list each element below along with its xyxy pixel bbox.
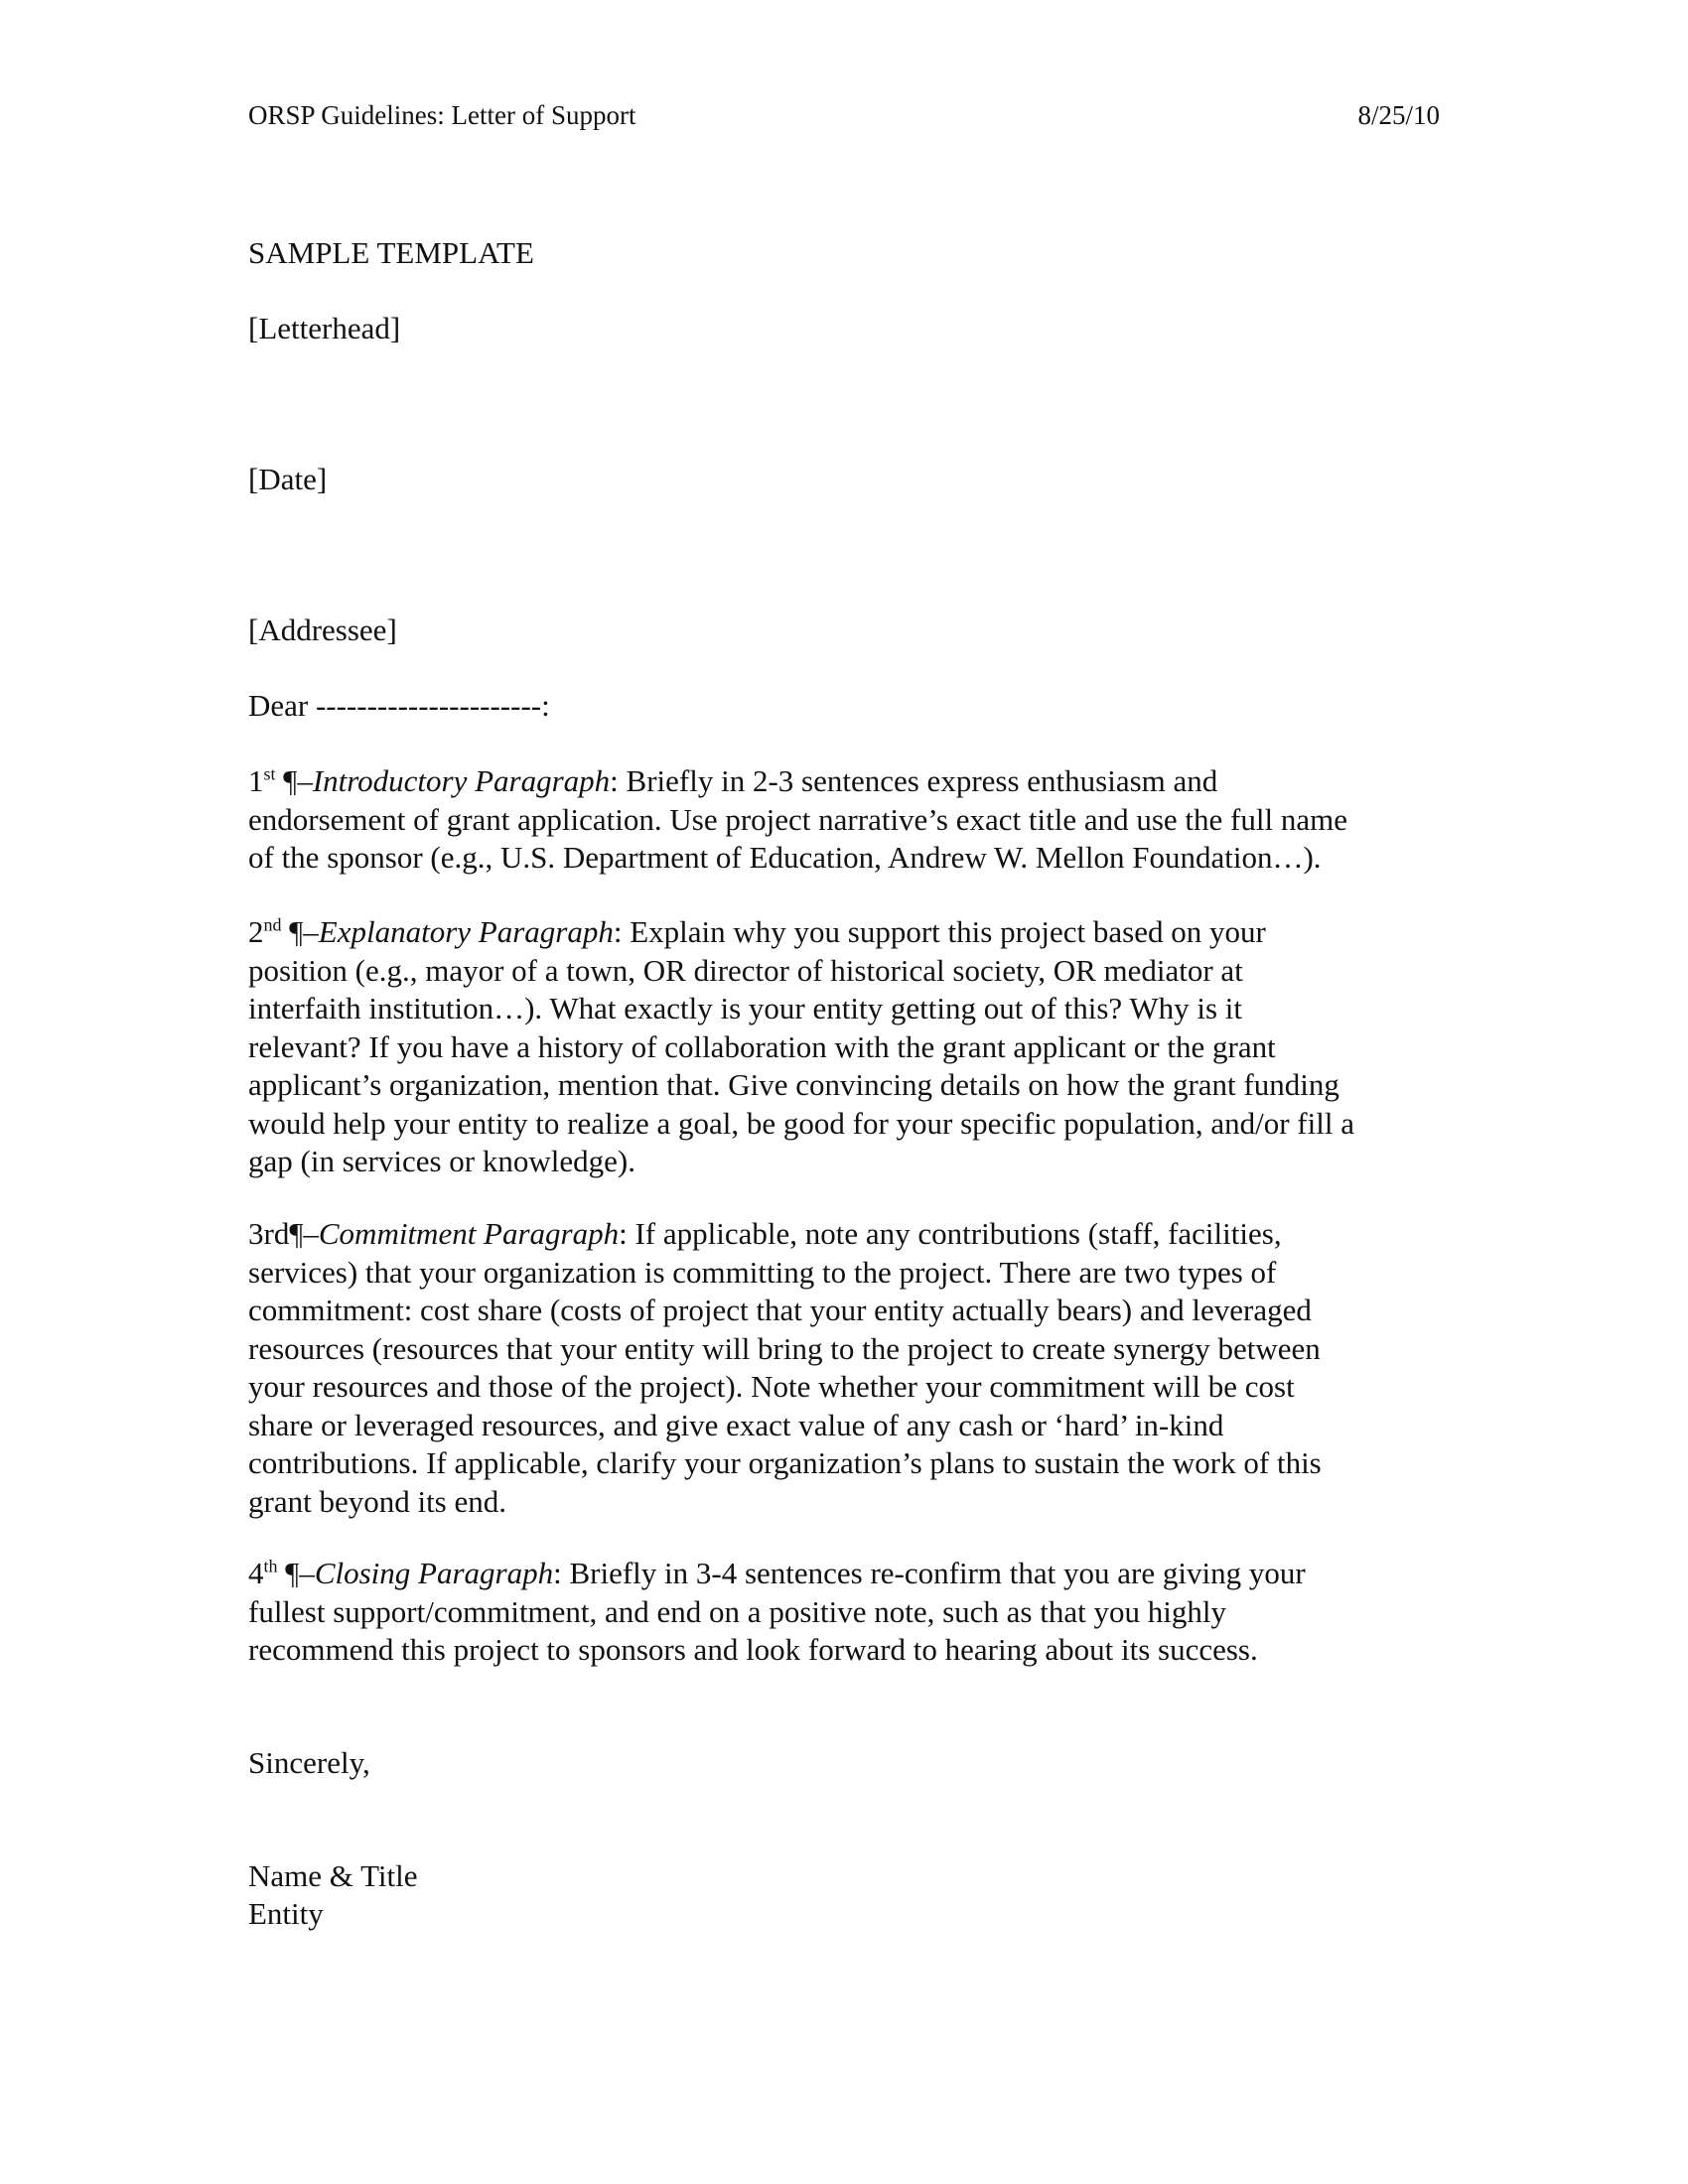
paragraph-line: commitment: cost share (costs of project that your entity actually bears) and leveraged (248, 1293, 1312, 1327)
paragraph-line: applicant’s organization, mention that. Give convincing details on how the grant funding (248, 1067, 1339, 1102)
paragraph-label: Commitment Paragraph (318, 1216, 620, 1251)
letterhead-placeholder: [Letterhead] (248, 311, 401, 345)
paragraph-ordinal: 1 (248, 763, 264, 798)
paragraph-line: grant beyond its end. (248, 1483, 507, 1519)
paragraph-line: of the sponsor (e.g., U.S. Department of Education, Andrew W. Mellon Foundation…). (248, 840, 1322, 875)
paragraph-mark: ¶– (275, 763, 313, 798)
paragraph-label: Introductory Paragraph (312, 763, 611, 798)
paragraph-closing (248, 1555, 1455, 1670)
paragraph-line: would help your entity to realize a goal, be good for your specific population, and/or fill a (248, 1105, 1354, 1141)
paragraph-line: contributions. If applicable, clarify your organization’s plans to sustain the work of this (248, 1445, 1322, 1480)
paragraph-mark: ¶– (277, 1556, 315, 1590)
paragraph-line: : If applicable, note any contributions (staff, facilities, (619, 1216, 1282, 1251)
paragraph-line: : Briefly in 3-4 sentences re-confirm that you are giving your (553, 1556, 1306, 1590)
template-heading: SAMPLE TEMPLATE (248, 235, 534, 270)
paragraph-mark: ¶– (281, 914, 319, 949)
paragraph-ordinal-suffix: st (263, 763, 276, 784)
paragraph-line: relevant? If you have a history of collaboration with the grant applicant or the grant (248, 1028, 1276, 1064)
paragraph-ordinal-suffix: nd (263, 914, 282, 935)
paragraph-line: resources (resources that your entity will bring to the project to create synergy between (248, 1330, 1321, 1366)
paragraph-explanatory (248, 913, 1455, 1181)
signer-name-title: Name & Title (248, 1858, 418, 1893)
salutation: Dear ----------------------: (248, 688, 550, 723)
paragraph-line: fullest support/commitment, and end on a positive note, such as that you highly (248, 1593, 1226, 1629)
paragraph-line: : Briefly in 2-3 sentences express enthusiasm and (610, 763, 1218, 798)
paragraph-line: endorsement of grant application. Use project narrative’s exact title and use the full name (248, 801, 1347, 837)
paragraph-line: services) that your organization is committing to the project. There are two types of (248, 1254, 1277, 1290)
paragraph-line: gap (in services or knowledge). (248, 1144, 635, 1178)
signer-entity: Entity (248, 1896, 324, 1931)
paragraph-label: Closing Paragraph (314, 1556, 554, 1590)
paragraph-line: position (e.g., mayor of a town, OR director of historical society, OR mediator at (248, 952, 1243, 988)
paragraph-label: Explanatory Paragraph (318, 914, 614, 949)
paragraph-line: your resources and those of the project). Note whether your commitment will be cost (248, 1369, 1295, 1404)
header-date: 8/25/10 (1357, 100, 1440, 130)
paragraph-introductory (248, 762, 1455, 878)
paragraph-line: : Explain why you support this project based on your (613, 914, 1266, 949)
paragraph-mark: ¶– (289, 1216, 319, 1251)
paragraph-ordinal: 4 (248, 1556, 264, 1590)
paragraph-ordinal-suffix: th (263, 1556, 278, 1576)
paragraph-ordinal: 2 (248, 914, 264, 949)
paragraph-line: share or leveraged resources, and give exact value of any cash or ‘hard’ in-kind (248, 1407, 1224, 1442)
valediction: Sincerely, (248, 1745, 370, 1780)
addressee-placeholder: [Addressee] (248, 613, 397, 647)
paragraph-line: recommend this project to sponsors and look forward to hearing about its success. (248, 1632, 1258, 1667)
header-title: ORSP Guidelines: Letter of Support (248, 100, 636, 130)
date-placeholder: [Date] (248, 462, 328, 496)
paragraph-commitment (248, 1215, 1455, 1521)
paragraph-ordinal: 3rd (248, 1216, 290, 1251)
paragraph-line: interfaith institution…). What exactly is your entity getting out of this? Why is it (248, 991, 1243, 1025)
